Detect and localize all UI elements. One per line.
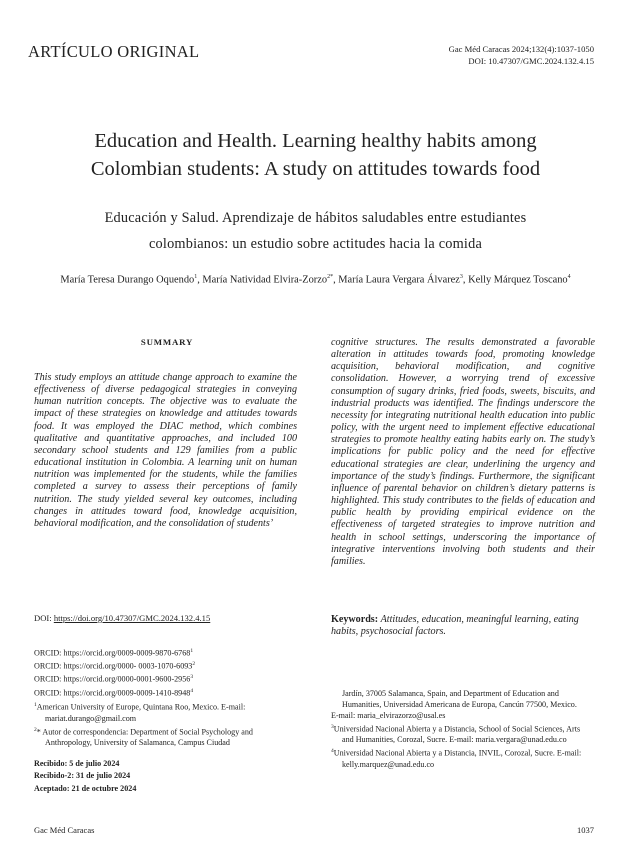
author-sup: 3: [459, 274, 463, 280]
affiliation-item: $^4$Universidad Nacional Abierta y a Distancia, INVIL, Corozal, Sucre. E-mail: kelly.marquez@unad.edu.co: [331, 748, 582, 769]
title-line: Educación y Salud. Aprendizaje de hábitos saludables entre estudiantes: [104, 210, 527, 226]
author-name: Kelly Márquez Toscano: [468, 274, 568, 286]
orcid-item[interactable]: ORCID: https://orcid.org/0000-0001-9600-2956$^3$: [34, 674, 194, 685]
citation-block: [449, 44, 594, 67]
orcid-item[interactable]: ORCID: https://orcid.org/0009-0009-9870-6768$^1$: [34, 648, 194, 658]
affiliation-item: $^3$Universidad Nacional Abierta y a Distancia, School of Social Sciences, Arts and Humanities, Corozal, Sucre. E-mail: maria.vergara@unad.edu.co: [331, 723, 581, 745]
doi-label: DOI:: [34, 613, 54, 623]
orcid-item[interactable]: ORCID: https://orcid.org/0009-0009-1410-8948$^4$: [34, 687, 194, 698]
footer-page-number: 1037: [577, 825, 594, 835]
affiliation-item: $^1$American University of Europe, Quintana Roo, Mexico. E-mail: mariat.durango@gmail.com: [34, 702, 246, 723]
summary-heading: SUMMARY: [140, 337, 194, 347]
article-title-english: [30, 127, 601, 183]
abstract-right-column: cognitive structures. The results demonstrated a favorable alteration in attitudes towards food, promoting knowledge acquisition, behavioral modification, and cognitive consolidation. However, a worrying trend of excessive consumption of sugary drinks, fried foods, sweets, biscuits, and industrial products was identified. The findings underscore the necessity for integrating nutritional health education into public policy, with the urgent need to implement effective educational strategies to promote healthy eating habits early on. The study’s implications for public policy and the need for effective educational strategies are clear, underlining the urgency and importance of the study’s findings. Furthermore, the significant influence of parental behavior on children’s dietary patterns is highlighted. This study contributes to the fields of education and public health by providing empirical evidence on the effectiveness of targeted strategies to improve nutrition and health in school settings, underscoring the importance of integrative interventions involving both students and their families.: [331, 337, 595, 567]
affiliations-right: [331, 689, 593, 771]
author-name: María Teresa Durango Oquendo: [60, 274, 195, 286]
journal-citation: Gac Méd Caracas 2024;132(4):1037-1050: [448, 44, 594, 54]
author-name: María Natividad Elvira-Zorzo: [202, 274, 328, 286]
submission-dates: [34, 758, 136, 795]
abstract-left-column: This study employs an attitude change approach to examine the effectiveness of diverse pedagogical strategies in conveying human nutrition concepts. The objective was to evaluate the impact of these strategies on knowledge and attitudes towards food. It was employed the DIAC method, which combines qualitative and quantitative approaches, and included 100 secondary school students and 129 families from a public educational institution in Colombia. A learning unit on human nutrition was implemented for the students, while the families completed a survey to assess their perceptions of family nutrition. The study yielded several key outcomes, including changes in attitudes toward food, knowledge acquisition, behavioral modification, and the consolidation of students’: [34, 372, 297, 529]
keywords: [331, 614, 595, 638]
corresponding-email: E-mail: maria_elvirazorzo@usal.es: [331, 710, 446, 720]
author-sup: 4: [567, 274, 571, 280]
footer-journal: Gac Méd Caracas: [34, 825, 95, 835]
doi-link[interactable]: https://doi.org/10.47307/GMC.2024.132.4.15: [53, 613, 211, 623]
author-name: María Laura Vergara Álvarez: [338, 274, 460, 286]
title-line: Education and Health. Learning healthy habits among: [94, 130, 537, 152]
doi-line: [34, 613, 210, 623]
section-label: ARTÍCULO ORIGINAL: [28, 42, 200, 61]
affiliation-item: $^2$* Autor de correspondencia: Department of Social Psychology and Anthropology, University of Salamanca, Campus Ciudad: [34, 726, 253, 748]
date-accepted: Aceptado: 21 de octubre 2024: [34, 783, 137, 793]
orcid-item[interactable]: ORCID: https://orcid.org/0000- 0003-1070-6093$^2$: [34, 661, 196, 671]
author-list: María Teresa Durango Oquendo$^1$, María Natividad Elvira-Zorzo$^{2*}$, María Laura Vergara Álvarez$^3$, Kelly Márquez Toscano$^4$: [60, 274, 571, 286]
keywords-text: Attitudes, education, meaningful learning, eating habits, psychosocial factors.: [331, 614, 579, 638]
orcid-list: [34, 646, 195, 699]
date-received: Recibido: 5 de julio 2024: [34, 759, 120, 768]
author-sup: 1: [194, 274, 198, 280]
affiliation-continuation: Jardín, 37005 Salamanca, Spain, and Department of Education and Humanities, Universidad Americana de Europa, Cancún 77500, Mexico.: [342, 689, 577, 709]
author-sup: 2*: [327, 274, 334, 280]
article-title-spanish: [30, 205, 601, 257]
title-line: colombianos: un estudio sobre actitudes hacia la comida: [149, 236, 482, 252]
title-line: Colombian students: A study on attitudes towards food: [90, 158, 541, 180]
date-received-2: Recibido-2: 31 de julio 2024: [34, 771, 131, 781]
affiliations-left: [34, 700, 296, 749]
article-doi: DOI: 10.47307/GMC.2024.132.4.15: [468, 55, 594, 66]
keywords-label: Keywords:: [331, 614, 379, 625]
